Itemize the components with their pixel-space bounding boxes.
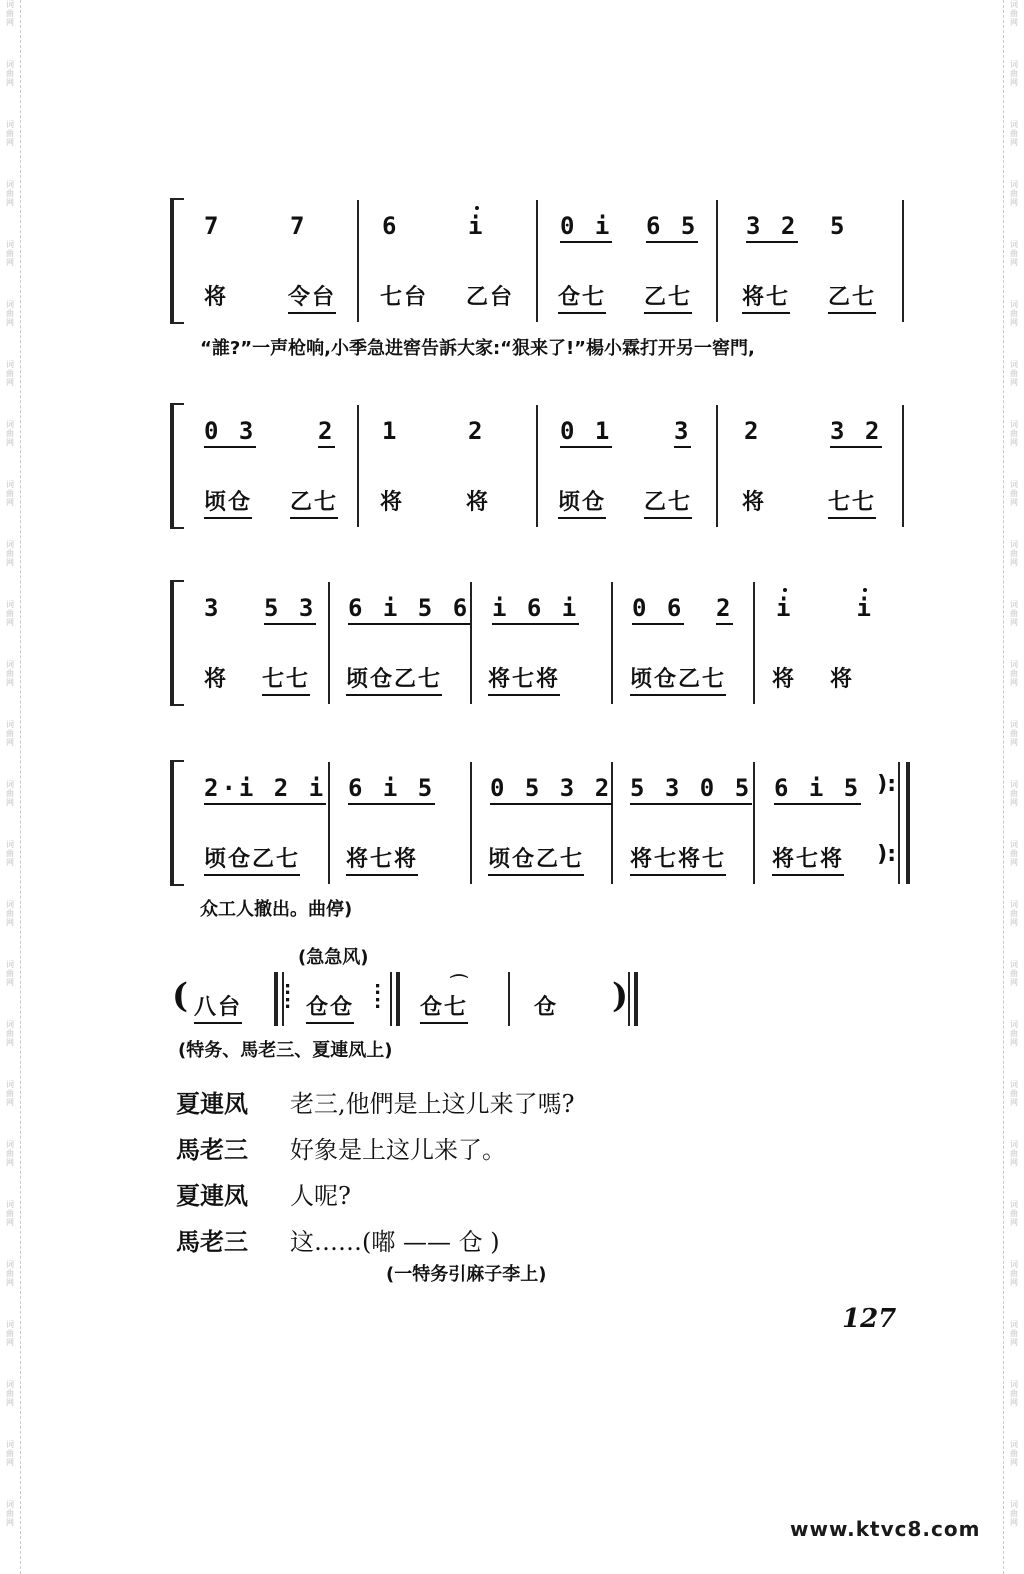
note: 0 i bbox=[560, 212, 612, 243]
percussion-syllable: 七七 bbox=[262, 662, 310, 696]
note: 2 bbox=[318, 417, 335, 448]
score-system-1 bbox=[170, 200, 910, 322]
margin-watermark-text: 词 曲 网 bbox=[1010, 240, 1018, 267]
percussion-syllable: 将 bbox=[204, 285, 229, 310]
percussion-syllable: 七台 bbox=[380, 285, 429, 310]
margin-watermark-text: 词 曲 网 bbox=[6, 1140, 14, 1167]
note: 2·i 2 i bbox=[204, 774, 326, 805]
percussion-syllable: 顷仓 bbox=[204, 485, 252, 519]
margin-watermark-text: 词 曲 网 bbox=[6, 420, 14, 447]
note: 3 bbox=[674, 417, 691, 448]
note: i 6 i bbox=[492, 594, 579, 625]
margin-watermark-text: 词 曲 网 bbox=[1010, 540, 1018, 567]
margin-watermark-text: 词 曲 网 bbox=[1010, 1140, 1018, 1167]
margin-watermark-text: 词 曲 网 bbox=[6, 180, 14, 207]
score-system-3 bbox=[170, 582, 910, 704]
note: 7 bbox=[204, 212, 222, 240]
percussion-syllable: 乙七 bbox=[644, 485, 692, 519]
margin-watermark-text: 词 曲 网 bbox=[1010, 900, 1018, 927]
note: 5 3 bbox=[264, 594, 316, 625]
note: 6 i 5 6 bbox=[348, 594, 470, 625]
margin-watermark-text: 词 曲 网 bbox=[6, 1260, 14, 1287]
margin-watermark-text: 词 曲 网 bbox=[6, 1440, 14, 1467]
margin-watermark-text: 词 曲 网 bbox=[6, 1500, 14, 1527]
site-watermark: www.ktvc8.com bbox=[790, 1517, 981, 1541]
note: 5 bbox=[830, 212, 848, 240]
percussion-syllable: 将 bbox=[204, 667, 229, 692]
margin-watermark-text: 词 曲 网 bbox=[6, 60, 14, 87]
margin-watermark-text: 词 曲 网 bbox=[6, 1200, 14, 1227]
margin-watermark-text: 词 曲 网 bbox=[1010, 1380, 1018, 1407]
note: i bbox=[776, 594, 794, 622]
percussion-syllable: 令台 bbox=[288, 280, 336, 314]
margin-watermark-text: 词 曲 网 bbox=[1010, 480, 1018, 507]
repeat-dots: : : bbox=[374, 978, 384, 1013]
percussion-syllable: 顷仓乙七 bbox=[346, 662, 442, 696]
percussion-syllable: 将 bbox=[772, 667, 797, 692]
dialogue-text: 老三,他們是上这儿来了嗎? bbox=[290, 1090, 575, 1118]
note: 3 2 bbox=[830, 417, 882, 448]
margin-watermark-text: 词 曲 网 bbox=[1010, 780, 1018, 807]
percussion-syllable: 将 bbox=[742, 490, 767, 515]
margin-watermark-text: 词 曲 网 bbox=[6, 540, 14, 567]
repeat-sign: ): bbox=[877, 842, 896, 867]
margin-watermark-text: 词 曲 网 bbox=[1010, 600, 1018, 627]
margin-watermark-text: 词 曲 网 bbox=[1010, 120, 1018, 147]
margin-watermark-text: 词 曲 网 bbox=[6, 780, 14, 807]
note: 2 bbox=[468, 417, 486, 445]
note: 5 3 0 5 bbox=[630, 774, 752, 805]
margin-watermark-text: 词 曲 网 bbox=[1010, 0, 1018, 27]
stage-direction: “誰?”一声枪响,小季急进窖告訴大家:“狠来了!”楊小霖打开另一窖門, bbox=[200, 338, 755, 359]
repeat-dots: : : bbox=[284, 978, 294, 1013]
margin-watermark-text: 词 曲 网 bbox=[1010, 1200, 1018, 1227]
margin-watermark-text: 词 曲 网 bbox=[1010, 720, 1018, 747]
percussion-syllable: 将 bbox=[830, 667, 855, 692]
score-system-4 bbox=[170, 762, 910, 884]
percussion-syllable: 七七 bbox=[828, 485, 876, 519]
margin-watermark-text: 词 曲 网 bbox=[6, 300, 14, 327]
note: 2 bbox=[744, 417, 762, 445]
speaker-name: 夏連凤 bbox=[176, 1089, 248, 1118]
margin-watermark-text: 词 曲 网 bbox=[6, 900, 14, 927]
repeat-end-barline bbox=[396, 972, 400, 1026]
percussion-syllable: 乙七 bbox=[290, 485, 338, 519]
margin-watermark-text: 词 曲 网 bbox=[6, 1020, 14, 1047]
note: 2 bbox=[716, 594, 733, 625]
note: 6 5 bbox=[646, 212, 698, 243]
percussion-syllable: 仓 bbox=[534, 995, 559, 1020]
margin-watermark-text: 词 曲 网 bbox=[1010, 300, 1018, 327]
final-barline bbox=[628, 972, 630, 1026]
page-number: 127 bbox=[842, 1304, 897, 1334]
percussion-syllable: 将 bbox=[380, 490, 405, 515]
margin-watermark-text: 词 曲 网 bbox=[1010, 420, 1018, 447]
percussion-syllable: 顷仓乙七 bbox=[630, 662, 726, 696]
percussion-syllable: 将七将 bbox=[488, 662, 560, 696]
percussion-syllable: 八台 bbox=[194, 990, 242, 1024]
final-barline bbox=[634, 972, 638, 1026]
margin-watermark-text: 词 曲 网 bbox=[1010, 960, 1018, 987]
margin-watermark-text: 词 曲 网 bbox=[6, 840, 14, 867]
note: i bbox=[468, 212, 486, 240]
tempo-mark: (急急风) bbox=[298, 947, 369, 968]
margin-watermark-text: 词 曲 网 bbox=[6, 960, 14, 987]
note: 0 5 3 2 bbox=[490, 774, 612, 805]
note: 6 i 5 bbox=[348, 774, 435, 805]
margin-watermark-text: 词 曲 网 bbox=[1010, 1500, 1018, 1527]
margin-watermark-text: 词 曲 网 bbox=[1010, 1260, 1018, 1287]
percussion-syllable: 乙七 bbox=[644, 280, 692, 314]
stage-direction: (特务、馬老三、夏連凤上) bbox=[178, 1040, 393, 1061]
percussion-syllable: 仓七 bbox=[558, 280, 606, 314]
percussion-line bbox=[172, 972, 642, 1032]
percussion-syllable: 乙七 bbox=[828, 280, 876, 314]
note: 6 i 5 bbox=[774, 774, 861, 805]
margin-watermark-text: 词 曲 网 bbox=[1010, 840, 1018, 867]
percussion-syllable: 顷仓乙七 bbox=[204, 842, 300, 876]
percussion-syllable: 将七 bbox=[742, 280, 790, 314]
percussion-syllable: 将七将七 bbox=[630, 842, 726, 876]
note: 0 1 bbox=[560, 417, 612, 448]
margin-watermark-text: 词 曲 网 bbox=[6, 1380, 14, 1407]
percussion-syllable: 乙台 bbox=[466, 285, 515, 310]
margin-watermark-text: 词 曲 网 bbox=[6, 1320, 14, 1347]
margin-watermark-text: 词 曲 网 bbox=[1010, 1020, 1018, 1047]
margin-watermark-text: 词 曲 网 bbox=[1010, 360, 1018, 387]
stage-direction: 众工人撤出。曲停) bbox=[200, 899, 353, 920]
speaker-name: 馬老三 bbox=[176, 1227, 248, 1256]
repeat-start-barline bbox=[274, 972, 278, 1026]
note: 3 2 bbox=[746, 212, 798, 243]
note: 1 bbox=[382, 417, 400, 445]
dialogue-text: 好象是上这儿来了。 bbox=[290, 1136, 506, 1164]
percussion-syllable: 将七将 bbox=[346, 842, 418, 876]
speaker-name: 夏連凤 bbox=[176, 1181, 248, 1210]
fermata-icon: ⌒ bbox=[450, 974, 468, 995]
repeat-sign: ): bbox=[877, 772, 896, 797]
margin-watermark-text: 词 曲 网 bbox=[6, 0, 14, 27]
percussion-syllable: 将七将 bbox=[772, 842, 844, 876]
dialogue-text: 这……(嘟 —— 仓 ) bbox=[290, 1228, 500, 1256]
repeat-end-barline bbox=[390, 972, 392, 1026]
dialogue-text: 人呢? bbox=[290, 1182, 351, 1210]
percussion-syllable: 将 bbox=[466, 490, 491, 515]
margin-watermark-text: 词 曲 网 bbox=[6, 240, 14, 267]
margin-watermark-text: 词 曲 网 bbox=[1010, 60, 1018, 87]
margin-watermark-text: 词 曲 网 bbox=[6, 720, 14, 747]
margin-watermark-text: 词 曲 网 bbox=[6, 1080, 14, 1107]
margin-watermark-text: 词 曲 网 bbox=[1010, 660, 1018, 687]
percussion-syllable: 仓七 bbox=[420, 990, 468, 1024]
score-system-2 bbox=[170, 405, 910, 527]
margin-watermark-text: 词 曲 网 bbox=[6, 660, 14, 687]
barline bbox=[508, 972, 510, 1026]
open-paren: ( bbox=[172, 976, 189, 1016]
speaker-name: 馬老三 bbox=[176, 1135, 248, 1164]
margin-watermark-text: 词 曲 网 bbox=[6, 600, 14, 627]
margin-watermark-text: 词 曲 网 bbox=[6, 480, 14, 507]
stage-direction: (一特务引麻子李上) bbox=[386, 1264, 547, 1285]
margin-watermark-text: 词 曲 网 bbox=[6, 120, 14, 147]
margin-watermark-text: 词 曲 网 bbox=[1010, 180, 1018, 207]
margin-watermark-text: 词 曲 网 bbox=[1010, 1080, 1018, 1107]
percussion-syllable: 顷仓 bbox=[558, 485, 606, 519]
close-paren: ) bbox=[612, 976, 629, 1016]
note: 0 6 bbox=[632, 594, 684, 625]
margin-watermark-text: 词 曲 网 bbox=[1010, 1440, 1018, 1467]
margin-watermark-text: 词 曲 网 bbox=[1010, 1320, 1018, 1347]
note: 3 bbox=[204, 594, 222, 622]
margin-watermark-text: 词 曲 网 bbox=[6, 360, 14, 387]
note: i bbox=[856, 594, 874, 622]
percussion-syllable: 仓仓 bbox=[306, 990, 354, 1024]
note: 7 bbox=[290, 212, 308, 240]
note: 6 bbox=[382, 212, 400, 240]
percussion-syllable: 顷仓乙七 bbox=[488, 842, 584, 876]
note: 0 3 bbox=[204, 417, 256, 448]
